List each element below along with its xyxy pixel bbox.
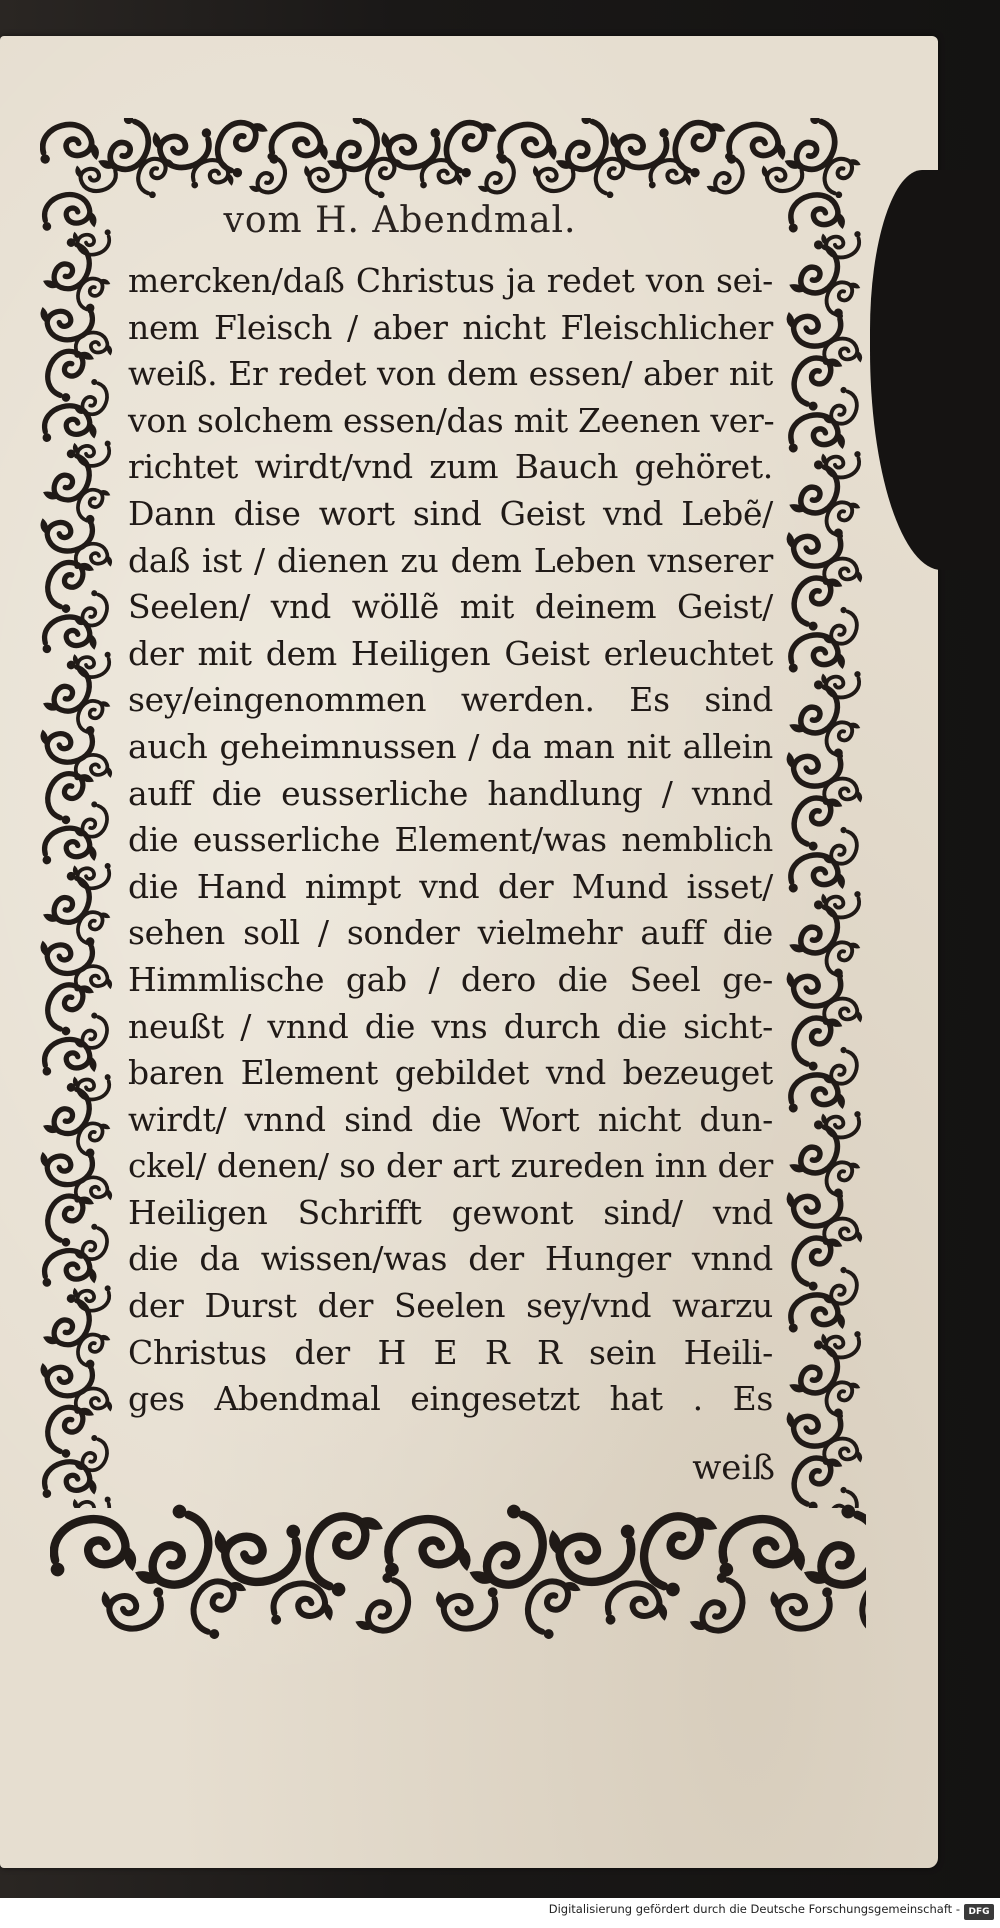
text-line: der Durst der Seelen sey/vnd warzu <box>128 1286 773 1326</box>
text-line: die da wissen/was der Hunger vnnd <box>128 1239 773 1279</box>
text-line: Seelen/ vnd wöllẽ mit deinem Geist/ <box>128 587 773 627</box>
text-line: von solchem essen/das mit Zeenen ver- <box>128 400 775 440</box>
text-line: die eusserliche Element/was nemblich <box>128 820 773 860</box>
text-line: Dann dise wort sind Geist vnd Lebẽ/ <box>128 493 773 533</box>
text-line: neußt / vnnd die vns durch die sicht- <box>128 1006 773 1046</box>
text-line: baren Element gebildet vnd bezeuget <box>128 1053 773 1093</box>
ornamental-border-left <box>40 188 115 1508</box>
text-line: auch geheimnussen / da man nit allein <box>128 726 773 766</box>
text-line: ges Abendmal eingesetzt hat . Es <box>128 1379 773 1419</box>
dfg-logo: DFG <box>964 1904 994 1920</box>
text-line: ckel/ denen/ so der art zureden inn der <box>128 1146 773 1186</box>
text-line: sey/eingenommen werden. Es sind <box>128 680 773 720</box>
body-text <box>128 258 773 1423</box>
text-line: mercken/daß Christus ja redet von sei- <box>128 261 773 300</box>
running-head: vom H. Abendmal. <box>223 200 577 241</box>
ornamental-border-bottom <box>50 1498 866 1648</box>
text-line: Christus der H E R R sein Heili- <box>128 1332 773 1372</box>
digitization-credit: Digitalisierung gefördert durch die Deutsche Forschungsgemeinschaft - <box>548 1902 960 1916</box>
text-line: auff die eusserliche handlung / vnnd <box>128 773 773 813</box>
ornamental-border-top <box>40 118 866 198</box>
text-line: Himmlische gab / dero die Seel ge- <box>128 959 773 999</box>
footer-bar <box>0 1898 1000 1928</box>
text-line: die Hand nimpt vnd der Mund isset/ <box>128 866 773 906</box>
text-line: Heiligen Schrifft gewont sind/ vnd <box>128 1192 773 1232</box>
text-line: daß ist / dienen zu dem Leben vnserer <box>128 540 773 580</box>
text-line: der mit dem Heiligen Geist erleuchtet <box>128 633 773 673</box>
text-line: sehen soll / sonder vielmehr auff die <box>128 913 773 953</box>
text-line: wirdt/ vnnd sind die Wort nicht dun- <box>128 1099 773 1139</box>
text-line: nem Fleisch / aber nicht Fleischlicher <box>128 307 773 347</box>
text-line: richtet wirdt/vnd zum Bauch gehöret. <box>128 447 773 487</box>
ornamental-border-right <box>785 188 866 1508</box>
catchword: weiß <box>692 1448 775 1488</box>
text-line: weiß. Er redet von dem essen/ aber nit <box>128 354 773 394</box>
